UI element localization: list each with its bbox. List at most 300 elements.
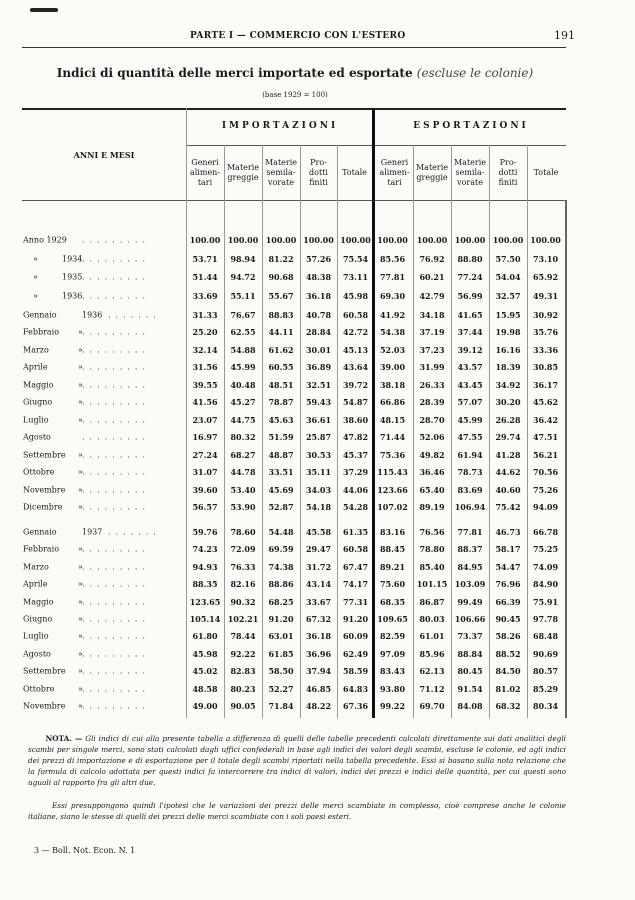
imp-value: 90.32 — [230, 596, 256, 607]
leader-dot: . — [134, 684, 143, 694]
leader-dot: . — [89, 666, 98, 676]
exp-value: 101.15 — [416, 579, 448, 590]
leader-dot: . — [138, 310, 146, 320]
leader-dot: . — [130, 527, 139, 537]
leader-dots — [82, 502, 150, 511]
leader-dot: . — [104, 380, 113, 390]
exp-value: 83.69 — [457, 484, 483, 495]
leader-dot: . — [97, 272, 105, 282]
exp-value: 60.21 — [419, 272, 445, 282]
leader-dot: . — [82, 327, 90, 337]
exp-value: 37.44 — [457, 327, 483, 338]
leader-dot: . — [97, 485, 105, 494]
leader-dot: . — [104, 415, 113, 425]
leader-dot: . — [112, 327, 120, 337]
exp-value: 69.70 — [419, 701, 445, 711]
exp-value: 46.73 — [495, 527, 521, 537]
leader-dot: . — [142, 649, 150, 659]
imp-value: 88.83 — [268, 310, 294, 320]
exp-value: 100.00 — [530, 235, 561, 245]
row-label: Maggio — [23, 380, 54, 390]
leader-dot: . — [89, 254, 98, 263]
column-divider — [186, 108, 187, 718]
leader-dot: . — [134, 649, 143, 659]
row-label: Settembre — [23, 450, 66, 460]
row-label: Aprile — [23, 579, 48, 589]
imp-value: 61.85 — [268, 648, 294, 659]
exp-value: 74.09 — [532, 561, 559, 572]
exp-value: 85.29 — [532, 683, 559, 694]
exp-value: 75.25 — [532, 544, 559, 555]
exp-value: 97.78 — [532, 614, 559, 624]
imp-value: 46.85 — [305, 683, 332, 694]
exp-value: 47.55 — [457, 432, 483, 443]
header-bottom-rule — [22, 200, 566, 201]
leader-dots — [82, 485, 150, 494]
imp-value: 77.31 — [342, 596, 369, 607]
exp-value: 57.07 — [457, 397, 483, 408]
leader-dot: . — [142, 415, 150, 425]
imp-value: 31.56 — [192, 362, 218, 373]
leader-dot: . — [112, 291, 120, 300]
exp-value: 58.26 — [495, 631, 521, 642]
row-label-suffix: » — [78, 327, 83, 337]
imp-value: 58.50 — [268, 666, 294, 677]
imp-value: 102.21 — [227, 614, 259, 624]
page-number: 191 — [554, 29, 575, 42]
leader-dot: . — [142, 701, 150, 711]
exp-value: 43.45 — [457, 379, 483, 390]
leader-dot: . — [119, 345, 128, 355]
leader-dot: . — [112, 272, 120, 282]
imp-column-header: Materie greggie — [226, 162, 260, 182]
exp-value: 40.60 — [495, 484, 521, 495]
leader-dot: . — [82, 235, 90, 245]
leader-dot: . — [134, 701, 143, 711]
exp-value: 37.23 — [419, 344, 445, 355]
imp-value: 45.37 — [342, 449, 369, 460]
exp-value: 38.18 — [379, 379, 406, 390]
leader-dots — [82, 273, 150, 282]
leader-dot: . — [89, 649, 98, 659]
exp-value: 41.28 — [495, 449, 521, 460]
imp-value: 73.11 — [342, 272, 369, 282]
exp-value: 39.00 — [379, 362, 406, 373]
leader-dot: . — [82, 562, 90, 572]
imp-value: 43.14 — [305, 579, 332, 590]
leader-dot: . — [89, 562, 98, 572]
row-label: Maggio — [23, 597, 54, 607]
leader-dot: . — [134, 345, 143, 355]
exp-value: 36.42 — [532, 414, 559, 425]
exp-value: 28.39 — [419, 397, 445, 408]
exp-value: 47.51 — [532, 432, 559, 443]
leader-dot: . — [97, 380, 105, 390]
exp-value: 18.39 — [495, 362, 521, 373]
leader-dot: . — [97, 502, 105, 512]
leader-dot: . — [82, 631, 90, 641]
exp-value: 30.20 — [495, 397, 521, 408]
leader-dot: . — [104, 701, 113, 711]
exp-value: 43.57 — [457, 362, 483, 373]
imp-value: 45.58 — [305, 527, 332, 537]
leader-dot: . — [89, 467, 98, 477]
leader-dots — [82, 433, 150, 442]
exp-value: 71.44 — [379, 432, 406, 443]
row-label: Ottobre — [23, 467, 55, 477]
exp-value: 29.74 — [495, 432, 521, 443]
imp-value: 80.32 — [230, 432, 256, 443]
leader-dot: . — [127, 597, 135, 607]
leader-dot: . — [89, 684, 98, 694]
leader-dots — [82, 254, 150, 263]
leader-dot: . — [142, 579, 150, 589]
imp-value: 94.93 — [192, 561, 218, 572]
exp-value: 54.47 — [495, 561, 521, 572]
leader-dot: . — [104, 450, 113, 460]
leader-dot: . — [112, 562, 120, 572]
leader-dot: . — [142, 562, 150, 572]
imp-value: 29.47 — [305, 544, 332, 555]
exp-value: 99.49 — [457, 596, 483, 607]
leader-dot: . — [142, 235, 150, 245]
leader-dot: . — [142, 467, 150, 477]
leader-dots — [82, 291, 150, 300]
leader-dot: . — [134, 502, 143, 512]
exp-value: 71.12 — [419, 683, 445, 694]
imp-value: 63.01 — [268, 631, 294, 642]
imp-value: 55.67 — [268, 290, 294, 301]
imp-value: 44.06 — [342, 484, 369, 495]
leader-dots — [108, 528, 161, 537]
exp-value: 30.85 — [532, 362, 559, 373]
imp-value: 48.22 — [305, 701, 332, 711]
leader-dot: . — [112, 485, 120, 494]
row-label: Gennaio — [23, 527, 57, 537]
imp-value: 76.67 — [230, 310, 256, 320]
leader-dot: . — [112, 415, 120, 425]
leader-dot: . — [119, 544, 128, 554]
group-header-esportazioni: ESPORTAZIONI — [413, 121, 529, 131]
row-label: Luglio — [23, 415, 49, 425]
exp-value: 30.92 — [532, 310, 559, 320]
row-header: ANNI E MESI — [73, 150, 135, 160]
leader-dot: . — [112, 380, 120, 390]
exp-value: 56.99 — [457, 290, 483, 301]
exp-column-header: Pro- dotti finiti — [498, 157, 518, 187]
leader-dot: . — [97, 254, 105, 263]
leader-dot: . — [89, 701, 98, 711]
leader-dots — [82, 562, 150, 571]
leader-dot: . — [89, 579, 98, 589]
leader-dot: . — [104, 235, 113, 245]
row-label-suffix: » — [78, 684, 83, 694]
imp-value: 78.87 — [268, 397, 294, 408]
exp-value: 75.36 — [379, 449, 406, 460]
row-label: Giugno — [23, 614, 53, 624]
row-label: Gennaio — [23, 310, 57, 320]
leader-dot: . — [134, 666, 143, 676]
imp-value: 35.11 — [305, 467, 332, 478]
leader-dot: . — [104, 485, 113, 494]
exp-value: 94.09 — [532, 501, 559, 512]
leader-dot: . — [142, 544, 150, 554]
leader-dot: . — [142, 291, 150, 300]
imp-column-header: Generi alimen- tari — [189, 157, 221, 187]
exp-value: 80.34 — [532, 701, 559, 711]
leader-dot: . — [104, 254, 113, 263]
exp-value: 123.66 — [377, 484, 408, 495]
leader-dots — [82, 615, 150, 624]
exp-value: 75.26 — [532, 484, 559, 495]
imp-value: 36.18 — [305, 631, 332, 642]
leader-dot: . — [82, 666, 90, 676]
leader-dot: . — [142, 684, 150, 694]
imp-value: 51.59 — [268, 432, 294, 443]
row-label-suffix: » — [78, 631, 83, 641]
leader-dot: . — [89, 544, 98, 554]
imp-value: 36.18 — [305, 290, 332, 301]
leader-dots — [82, 580, 150, 589]
exp-value: 39.12 — [457, 344, 483, 355]
exp-value: 57.50 — [495, 253, 521, 264]
leader-dots — [82, 597, 150, 606]
leader-dots — [82, 328, 150, 337]
leader-dot: . — [153, 527, 161, 537]
imp-value: 100.00 — [189, 235, 221, 245]
exp-value: 77.81 — [457, 527, 483, 537]
leader-dot: . — [82, 380, 90, 390]
imp-value: 45.27 — [230, 397, 256, 408]
imp-value: 105.14 — [189, 614, 221, 624]
leader-dot: . — [82, 614, 90, 624]
exp-value: 44.62 — [495, 467, 521, 478]
imp-value: 68.27 — [230, 449, 256, 460]
leader-dot: . — [127, 562, 135, 572]
imp-value: 59.43 — [305, 397, 332, 408]
leader-dot: . — [112, 467, 120, 477]
row-label-suffix: » — [78, 579, 83, 589]
leader-dot: . — [130, 310, 139, 320]
exp-value: 41.65 — [457, 310, 483, 320]
row-label: Marzo — [23, 562, 49, 572]
exp-value: 86.87 — [419, 596, 445, 607]
leader-dot: . — [119, 291, 128, 300]
imp-value: 74.38 — [268, 561, 294, 572]
leader-dot: . — [82, 649, 90, 659]
leader-dot: . — [153, 310, 161, 320]
exp-value: 89.21 — [379, 561, 406, 572]
exp-column-header: Totale — [533, 167, 559, 177]
title-main: Indici di quantità delle merci importate ed esportate — [56, 66, 413, 80]
exp-value: 52.06 — [419, 432, 445, 443]
leader-dot: . — [119, 450, 128, 460]
leader-dot: . — [97, 701, 105, 711]
leader-dots — [82, 684, 150, 693]
exp-value: 75.60 — [379, 579, 406, 590]
exp-value: 88.84 — [457, 648, 483, 659]
imp-value: 54.18 — [305, 501, 332, 512]
exp-value: 80.57 — [532, 666, 559, 677]
row-label: Agosto — [23, 649, 51, 659]
leader-dots — [82, 667, 150, 676]
imp-value: 25.20 — [192, 327, 218, 338]
leader-dot: . — [82, 485, 90, 494]
leader-dot: . — [97, 345, 105, 355]
leader-dot: . — [134, 485, 143, 494]
exp-value: 88.37 — [457, 544, 483, 555]
row-label-suffix: » — [78, 467, 83, 477]
leader-dot: . — [127, 291, 135, 300]
leader-dot: . — [127, 327, 135, 337]
imp-value: 82.16 — [230, 579, 256, 590]
imp-value: 100.00 — [340, 235, 371, 245]
leader-dot: . — [112, 666, 120, 676]
imp-value: 54.88 — [230, 344, 256, 355]
exp-value: 93.80 — [379, 683, 406, 694]
imp-value: 36.89 — [305, 362, 332, 373]
exp-value: 31.99 — [419, 362, 445, 373]
imp-value: 16.97 — [192, 432, 218, 443]
exp-value: 89.19 — [419, 501, 445, 512]
imp-value: 32.14 — [192, 344, 218, 355]
imp-value: 61.80 — [192, 631, 218, 642]
imp-value: 27.24 — [192, 449, 218, 460]
leader-dot: . — [112, 597, 120, 607]
imp-value: 33.51 — [268, 467, 294, 478]
imp-value: 39.72 — [342, 379, 369, 390]
leader-dot: . — [142, 397, 150, 407]
leader-dots — [82, 398, 150, 407]
leader-dot: . — [108, 310, 116, 320]
leader-dot: . — [108, 527, 116, 537]
leader-dot: . — [89, 432, 98, 442]
leader-dot: . — [82, 597, 90, 607]
leader-dot: . — [112, 502, 120, 512]
leader-dots — [82, 415, 150, 424]
exp-value: 52.03 — [379, 344, 406, 355]
exp-value: 58.17 — [495, 544, 521, 555]
exp-value: 15.95 — [495, 310, 521, 320]
row-label: Luglio — [23, 631, 49, 641]
exp-value: 56.21 — [532, 449, 559, 460]
imp-value: 88.86 — [268, 579, 294, 590]
row-label-suffix: » — [78, 597, 83, 607]
imp-value: 31.33 — [192, 310, 218, 320]
exp-value: 76.56 — [419, 527, 445, 537]
leader-dot: . — [127, 485, 135, 494]
leader-dot: . — [82, 345, 90, 355]
imp-value: 57.26 — [305, 253, 332, 264]
leader-dot: . — [119, 235, 128, 245]
leader-dot: . — [134, 562, 143, 572]
imp-value: 40.48 — [230, 379, 256, 390]
exp-value: 65.40 — [419, 484, 445, 495]
imp-value: 78.60 — [230, 527, 256, 537]
imp-value: 60.58 — [342, 310, 369, 320]
leader-dot: . — [82, 415, 90, 425]
exp-value: 115.43 — [377, 467, 408, 478]
exp-value: 106.94 — [454, 501, 486, 512]
exp-value: 54.38 — [379, 327, 406, 338]
note-paragraph-2: Essi presuppongono quindi l'ipotesi che le variazioni dei prezzi delle merci scambiate in complesso, cioè comprese anche le colonie italiane, siano le stesse di quelli dei prezzi delle merci scambiate con i soli paesi esteri. — [28, 801, 566, 821]
imp-value: 45.69 — [268, 484, 294, 495]
leader-dot: . — [119, 397, 128, 407]
imp-value: 76.33 — [230, 561, 256, 572]
leader-dot: . — [89, 397, 98, 407]
exp-value: 90.45 — [495, 614, 521, 624]
exp-value: 100.00 — [377, 235, 408, 245]
imp-value: 39.60 — [192, 484, 218, 495]
imp-value: 100.00 — [227, 235, 259, 245]
leader-dot: . — [104, 562, 113, 572]
exp-value: 45.62 — [532, 397, 559, 408]
imp-value: 62.55 — [230, 327, 256, 338]
imp-value: 60.58 — [342, 544, 369, 555]
leader-dot: . — [112, 254, 120, 263]
row-label-suffix: » — [78, 701, 83, 711]
leader-dot: . — [112, 450, 120, 460]
exp-value: 75.91 — [532, 596, 559, 607]
imp-value: 60.09 — [342, 631, 369, 642]
leader-dot: . — [89, 502, 98, 512]
leader-dot: . — [82, 467, 90, 477]
leader-dot: . — [97, 597, 105, 607]
leader-dot: . — [97, 415, 105, 425]
imp-value: 45.63 — [268, 414, 294, 425]
running-header: PARTE I — COMMERCIO CON L'ESTERO — [190, 31, 406, 41]
row-label: Dicembre — [23, 502, 63, 512]
leader-dot: . — [104, 649, 113, 659]
leader-dot: . — [134, 597, 143, 607]
imp-value: 55.11 — [230, 290, 256, 301]
exp-value: 88.52 — [495, 648, 521, 659]
imp-value: 54.28 — [342, 501, 369, 512]
row-label-suffix: 1937 — [82, 527, 103, 537]
imp-value: 48.51 — [268, 379, 294, 390]
leader-dot: . — [145, 527, 154, 537]
leader-dot: . — [104, 502, 113, 512]
row-label-suffix: 1936 — [62, 291, 83, 300]
row-label: » — [33, 291, 38, 300]
leader-dot: . — [119, 432, 128, 442]
leader-dot: . — [112, 701, 120, 711]
imp-value: 67.32 — [305, 614, 332, 624]
leader-dot: . — [82, 272, 90, 282]
exp-value: 68.32 — [495, 701, 521, 711]
leader-dot: . — [127, 415, 135, 425]
imp-value: 62.49 — [342, 648, 369, 659]
leader-dot: . — [119, 272, 128, 282]
leader-dot: . — [97, 544, 105, 554]
exp-value: 90.69 — [532, 648, 559, 659]
row-label-suffix: » — [78, 649, 83, 659]
leader-dot: . — [127, 666, 135, 676]
leader-dot: . — [127, 544, 135, 554]
imp-value: 61.62 — [268, 344, 294, 355]
imp-value: 67.36 — [342, 701, 369, 711]
leader-dot: . — [104, 614, 113, 624]
leader-dot: . — [82, 701, 90, 711]
leader-dot: . — [104, 397, 113, 407]
row-label-suffix: 1936 — [82, 310, 103, 320]
imp-value: 36.61 — [305, 414, 332, 425]
leader-dot: . — [119, 362, 128, 372]
imp-value: 23.07 — [192, 414, 218, 425]
exp-value: 85.40 — [419, 561, 445, 572]
leader-dot: . — [89, 614, 98, 624]
imp-value: 49.00 — [192, 701, 218, 711]
